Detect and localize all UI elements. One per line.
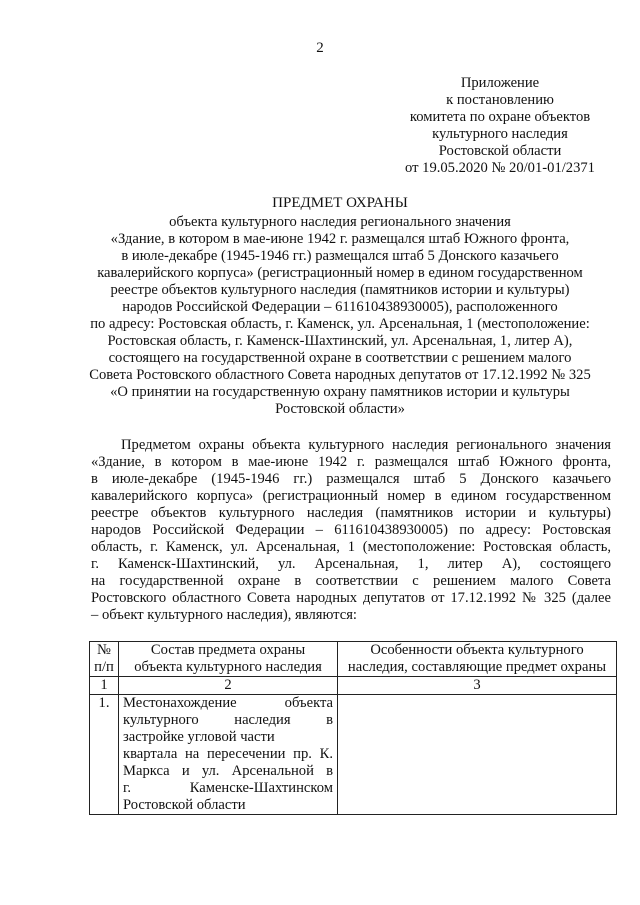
composition-line: застройке угловой части <box>123 729 275 745</box>
table-header-row <box>90 642 617 677</box>
appendix-block <box>380 75 620 177</box>
composition-line: Местонахождение объекта <box>123 695 333 711</box>
appendix-line: от 19.05.2020 № 20/01-01/2371 <box>405 160 595 176</box>
composition-line: культурного наследия в <box>123 712 333 728</box>
appendix-line: культурного наследия <box>432 126 568 142</box>
header-cell-number <box>90 642 119 677</box>
paragraph-line: на государственной охране в соответствии с решением малого Совета <box>91 573 611 589</box>
appendix-line: Приложение <box>460 75 540 91</box>
paragraph-line: кавалерийского корпуса» (регистрационный номер в едином государственном <box>91 488 611 504</box>
heading-line: по адресу: Ростовская область, г. Каменск, ул. Арсенальная, 1 (местоположение: <box>90 316 590 332</box>
heading-line: Ростовская область, г. Каменск-Шахтинский, ул. Арсенальная, 1, литер А), <box>107 333 573 349</box>
features-cell <box>338 695 617 815</box>
appendix-line: к постановлению <box>446 92 554 108</box>
paragraph-line: – объект культурного наследия), являются: <box>91 607 357 623</box>
document-title: ПРЕДМЕТ ОХРАНЫ <box>272 195 408 211</box>
heading-line: Ростовской области» <box>275 401 405 417</box>
paragraph-line: народов Российской Федерации – 611610438930005) по адресу: Ростовская <box>91 522 611 538</box>
page-number: 2 <box>316 40 324 56</box>
body-paragraph <box>91 437 611 624</box>
composition-line: квартала на пересечении пр. К. <box>123 746 333 762</box>
heading-line: объекта культурного наследия регионального значения <box>169 214 511 230</box>
paragraph-line: Ростовского областного Совета народных депутатов от 17.12.1992 № 325 (далее <box>91 590 611 606</box>
document-heading <box>70 195 610 418</box>
table-row <box>90 695 617 815</box>
table-index-row <box>90 677 617 695</box>
protection-subject-table <box>89 641 617 815</box>
paragraph-line: область, г. Каменск, ул. Арсенальная, 1 (местоположение: Ростовская область, <box>91 539 611 555</box>
appendix-line: комитета по охране объектов <box>409 109 591 125</box>
header-text: объекта культурного наследия <box>134 659 322 675</box>
header-text: наследия, составляющие предмет охраны <box>347 659 607 675</box>
heading-line: Совета Ростовского областного Совета народных депутатов от 17.12.1992 № 325 <box>89 367 591 383</box>
paragraph-line: в июле-декабре (1945-1946 гг.) размещался штаб 5 Донского казачьего <box>91 471 611 487</box>
composition-line: Маркса и ул. Арсенальной в <box>123 763 333 779</box>
composition-line: г. Каменске-Шахтинском <box>123 780 333 796</box>
appendix-line: Ростовской области <box>438 143 562 159</box>
paragraph-line: г. Каменск-Шахтинский, ул. Арсенальная, 1, литер А), состоящего <box>91 556 611 572</box>
index-cell: 2 <box>119 677 338 695</box>
index-cell: 3 <box>338 677 617 695</box>
header-cell-composition <box>119 642 338 677</box>
header-cell-features <box>338 642 617 677</box>
paragraph-line: реестре объектов культурного наследия (памятников истории и культуры) <box>91 505 611 521</box>
composition-cell <box>119 695 338 815</box>
paragraph-line: «Здание, в котором в мае-июне 1942 г. размещался штаб Южного фронта, <box>91 454 611 470</box>
heading-line: состоящего на государственной охране в соответствии с решением малого <box>108 350 572 366</box>
composition-line: Ростовской области <box>123 797 246 813</box>
paragraph-line: Предметом охраны объекта культурного наследия регионального значения <box>121 437 611 453</box>
header-text: п/п <box>94 659 114 675</box>
header-text: Особенности объекта культурного <box>370 642 584 658</box>
heading-line: реестре объектов культурного наследия (памятников истории и культуры) <box>110 282 570 298</box>
heading-line: народов Российской Федерации – 611610438930005), расположенного <box>122 299 558 315</box>
heading-line: «О принятии на государственную охрану памятников истории и культуры <box>110 384 570 400</box>
header-text: Состав предмета охраны <box>150 642 306 658</box>
index-cell: 1 <box>90 677 119 695</box>
heading-line: кавалерийского корпуса» (регистрационный номер в едином государственном <box>97 265 583 281</box>
row-number-cell: 1. <box>90 695 119 815</box>
heading-line: «Здание, в котором в мае-июне 1942 г. размещался штаб Южного фронта, <box>110 231 570 247</box>
heading-line: в июле-декабре (1945-1946 гг.) размещался штаб 5 Донского казачьего <box>121 248 559 264</box>
header-text: № <box>97 642 111 658</box>
